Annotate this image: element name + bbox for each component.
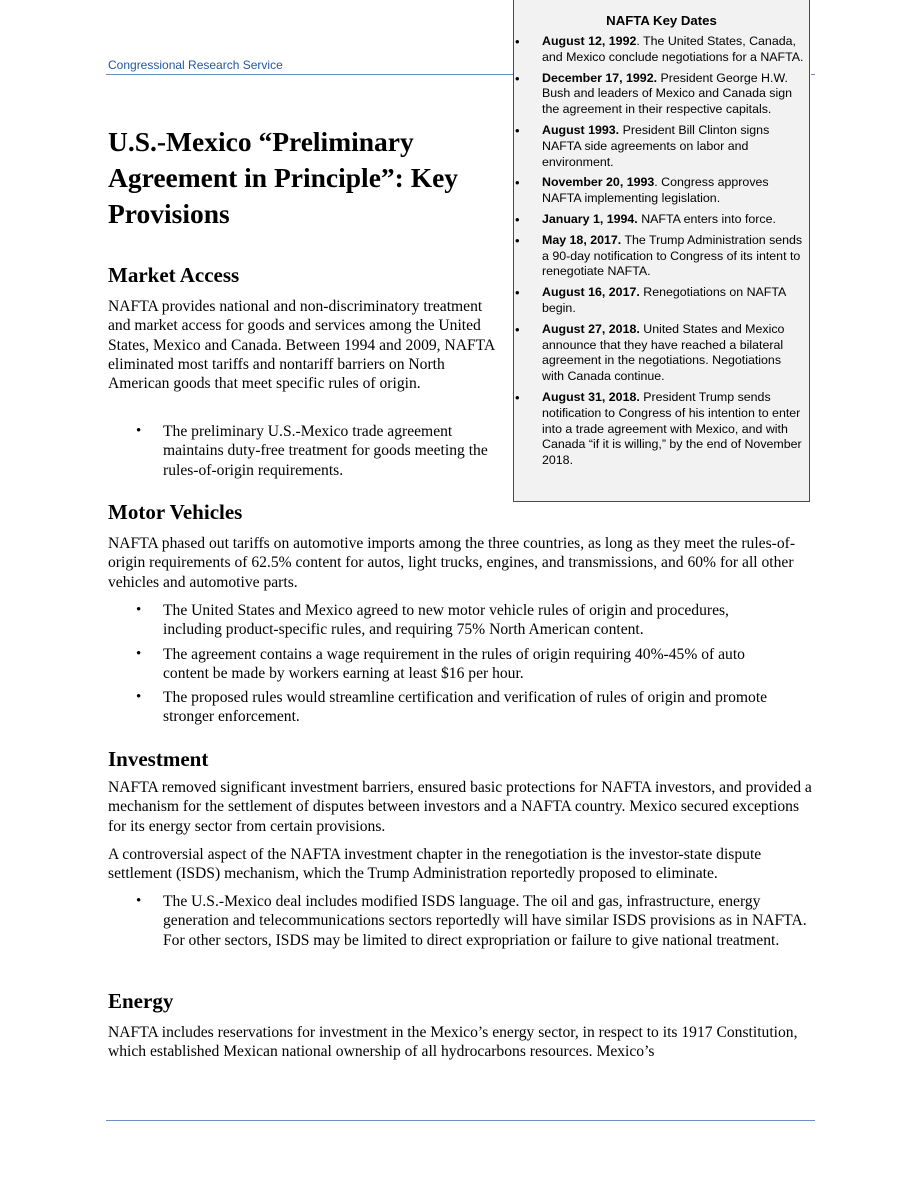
bullet-icon: • (515, 175, 520, 191)
list-item-text: The proposed rules would streamline certification and verification of rules of origin and promote stronger enforcement. (163, 689, 768, 726)
list-item (108, 601, 768, 640)
bullet-icon: • (515, 389, 520, 405)
heading-market-access: Market Access (108, 263, 240, 287)
bullet-icon: • (515, 285, 520, 301)
sidebar-item-date: May 18, 2017. (542, 232, 622, 247)
bullet-icon: • (515, 232, 520, 248)
sidebar-item (514, 175, 809, 207)
bullet-icon: • (515, 321, 520, 337)
header-rule (106, 74, 514, 75)
sidebar-item-date: January 1, 1994. (542, 211, 638, 226)
energy-paragraph: NAFTA includes reservations for investment in the Mexico’s energy sector, in respect to its 1917 Constitution, which established Mexican national ownership of all hydrocarbons resources. Mexico’s (108, 1024, 798, 1061)
list-item (108, 892, 816, 950)
sidebar-item (514, 322, 809, 385)
sidebar-title: NAFTA Key Dates (606, 13, 717, 28)
sidebar-item-date: November 20, 1993 (542, 175, 655, 190)
bullet-icon: • (515, 34, 520, 49)
market-access-paragraph: NAFTA provides national and non-discriminatory treatment and market access for goods and services among the United States, Mexico and Canada. Between 1994 and 2009, NAFTA eliminated most tariffs and nontariff barriers on North American goods that meet specific rules of origin. (108, 298, 495, 393)
heading-investment: Investment (108, 747, 209, 771)
sidebar-item-text: Renegotiations on NAFTA begin. (542, 285, 786, 315)
bullet-icon: • (136, 689, 142, 706)
motor-vehicles-bullets (108, 601, 768, 732)
bullet-icon: • (136, 602, 142, 618)
sidebar-item-text: United States and Mexico announce that they have reached a bilateral agreement in the negotiations. Negotiations with Canada continue. (542, 321, 785, 384)
list-item (108, 422, 500, 480)
sidebar-item (514, 212, 809, 228)
investment-paragraph-2: A controversial aspect of the NAFTA investment chapter in the renegotiation is the investor-state dispute settlement (ISDS) mechanism, which the Trump Administration reportedly proposed to eliminate. (108, 846, 762, 883)
list-item-text: The agreement contains a wage requirement in the rules of origin requiring 40%-45% of auto content be made by workers earning at least $16 per hour. (163, 645, 745, 682)
sidebar-item-text: NAFTA enters into force. (637, 211, 776, 226)
sidebar-item-text: The Trump Administration sends a 90-day notification to Congress of its intent to renegotiate NAFTA. (542, 232, 803, 279)
investment-bullets (108, 892, 816, 955)
sidebar-item-text: President Trump sends notification to Congress of his intention to enter into a trade agreement with Mexico, and with Canada “if it is willing,” by the end of November 2018. (542, 389, 802, 468)
sidebar-item-text: . Congress approves NAFTA implementing legislation. (542, 175, 769, 206)
sidebar-list (514, 34, 809, 469)
sidebar-item (514, 34, 809, 66)
page-title: U.S.-Mexico “Preliminary Agreement in Principle”: Key Provisions (108, 126, 459, 229)
sidebar-item (514, 390, 809, 469)
heading-energy: Energy (108, 989, 174, 1013)
nafta-key-dates-box (513, 0, 810, 502)
bullet-icon: • (136, 645, 142, 662)
sidebar-item-date: August 16, 2017. (542, 285, 640, 300)
investment-paragraph-1: NAFTA removed significant investment barriers, ensured basic protections for NAFTA investors, and provided a mechanism for the settlement of disputes between investors and a NAFTA country. Mexico secured exceptions for its energy sector from certain provisions. (108, 779, 812, 835)
list-item (108, 688, 768, 727)
bullet-icon: • (136, 423, 142, 439)
sidebar-item-date: December 17, 1992. (542, 70, 658, 85)
list-item (108, 645, 768, 684)
footer-rule (106, 1120, 815, 1121)
sidebar-item-text: . The United States, Canada, and Mexico conclude negotiations for a NAFTA. (542, 34, 804, 64)
sidebar-item (514, 71, 809, 118)
bullet-icon: • (515, 70, 520, 86)
sidebar-item-text: President George H.W. Bush and leaders of Mexico and Canada sign the agreement in their respective capitals. (542, 70, 793, 117)
bullet-icon: • (515, 122, 520, 138)
list-item-text: The preliminary U.S.-Mexico trade agreement maintains duty-free treatment for goods meeting the rules-of-origin requirements. (163, 423, 488, 479)
sidebar-item-date: August 1993. (542, 122, 620, 137)
sidebar-item (514, 285, 809, 317)
market-access-bullets (108, 422, 500, 485)
header-org: Congressional Research Service (108, 58, 283, 72)
heading-motor-vehicles: Motor Vehicles (108, 500, 243, 524)
sidebar-item-date: August 31, 2018. (542, 389, 640, 404)
motor-vehicles-paragraph: NAFTA phased out tariffs on automotive imports among the three countries, as long as they meet the rules-of-origin requirements of 62.5% content for autos, light trucks, engines, and transmissions, and 60% for all other vehicles and automotive parts. (108, 535, 796, 591)
list-item-text: The United States and Mexico agreed to new motor vehicle rules of origin and procedures, including product-specific rules, and requiring 75% North American content. (163, 602, 729, 639)
sidebar-item (514, 233, 809, 280)
header-rule-right (811, 74, 815, 75)
bullet-icon: • (136, 893, 142, 909)
sidebar-item (514, 123, 809, 170)
list-item-text: The U.S.-Mexico deal includes modified ISDS language. The oil and gas, infrastructure, energy generation and telecommunications sectors reportedly will have similar ISDS provisions as in NAFTA. For other sectors, ISDS may be limited to direct expropriation or failure to give national treatment. (163, 893, 807, 949)
bullet-icon: • (515, 211, 520, 227)
sidebar-item-date: August 27, 2018. (542, 321, 640, 336)
sidebar-item-date: August 12, 1992 (542, 34, 637, 48)
sidebar-item-text: President Bill Clinton signs NAFTA side agreements on labor and environment. (542, 122, 770, 169)
